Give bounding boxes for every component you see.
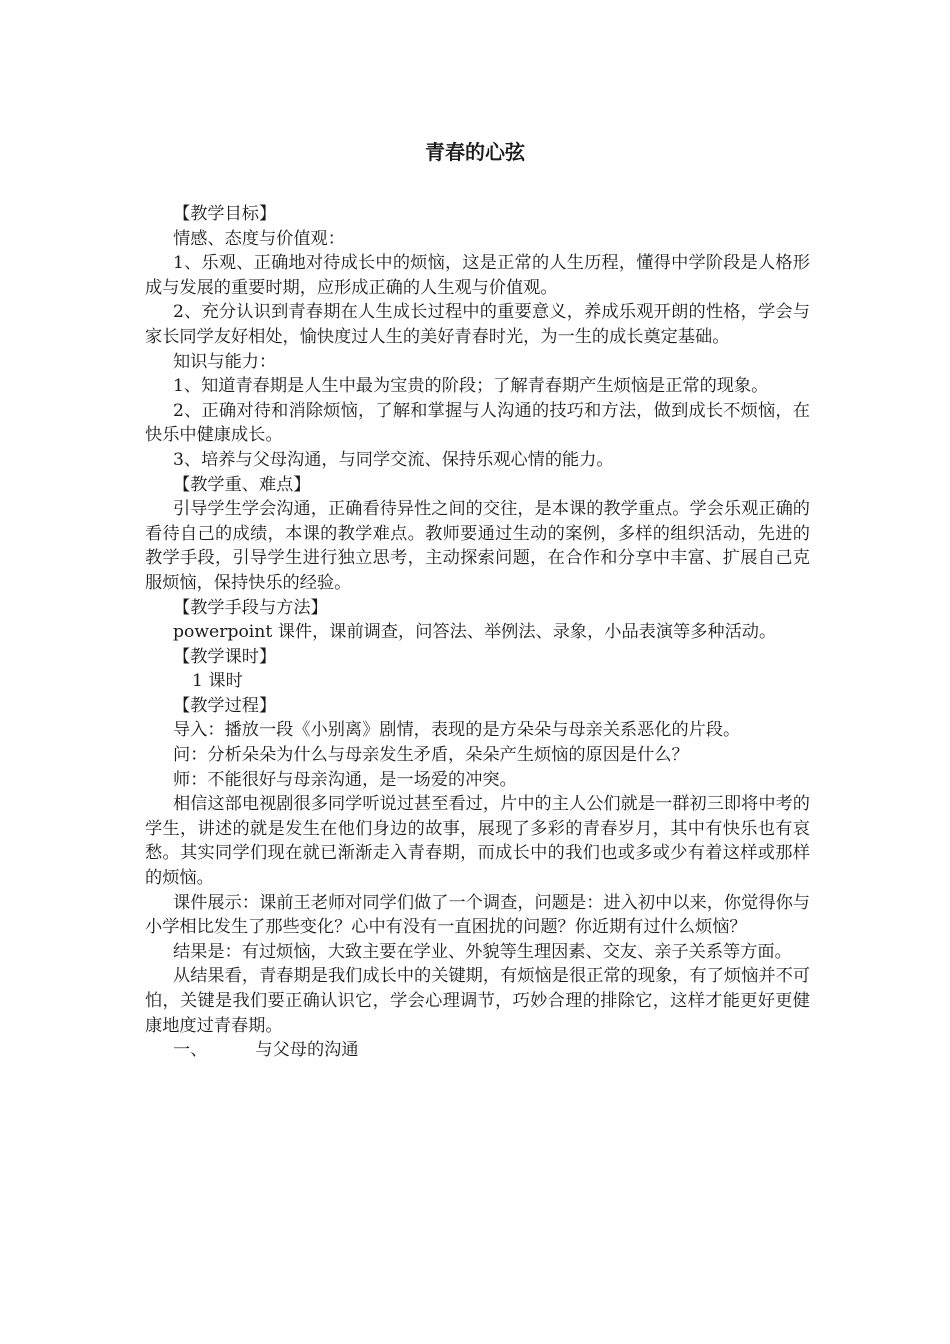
subheading-knowledge: 知识与能力： (173, 351, 277, 372)
page-title: 青春的心弦 (425, 140, 525, 164)
paragraph: 2、充分认识到青春期在人生成长过程中的重要意义，养成乐观开朗的性格，学会与家长同学友好相处，愉快度过人生的美好青春时光，为一生的成长奠定基础。 (145, 302, 810, 347)
document-body (145, 202, 810, 1063)
heading-key-points: 【教学重、难点】 (173, 474, 311, 495)
paragraph: powerpoint 课件，课前调查，问答法、举例法、录象，小品表演等多种活动。 (173, 622, 777, 643)
paragraph: 师：不能很好与母亲沟通，是一场爱的冲突。 (173, 769, 517, 790)
paragraph: 从结果看，青春期是我们成长中的关键期，有烦恼是很正常的现象，有了烦恼并不可怕，关键是我们要正确认识它，学会心理调节，巧妙合理的排除它，这样才能更好更健康地度过青春期。 (145, 966, 810, 1036)
section-title: 与父母的沟通 (255, 1040, 359, 1061)
paragraph: 相信这部电视剧很多同学听说过甚至看过，片中的主人公们就是一群初三即将中考的学生，讲述的就是发生在他们身边的故事，展现了多彩的青春岁月，其中有快乐也有哀愁。其实同学们现在就已渐渐走入青春期，而成长中的我们也或多或少有着这样或那样的烦恼。 (145, 794, 810, 889)
section-number: 一、 (173, 1040, 208, 1061)
paragraph: 结果是：有过烦恼，大致主要在学业、外貌等生理因素、交友、亲子关系等方面。 (173, 941, 792, 962)
paragraph: 2、正确对待和消除烦恼，了解和掌握与人沟通的技巧和方法，做到成长不烦恼，在快乐中健康成长。 (145, 400, 810, 446)
class-hours-value: 1 课时 (192, 671, 243, 692)
paragraph: 1、乐观、正确地对待成长中的烦恼，这是正常的人生历程，懂得中学阶段是人格形成与发展的重要时期，应形成正确的人生观与价值观。 (145, 253, 810, 298)
heading-methods: 【教学手段与方法】 (173, 597, 328, 618)
paragraph: 引导学生学会沟通，正确看待异性之间的交往，是本课的教学重点。学会乐观正确的看待自己的成绩，本课的教学难点。教师要通过生动的案例，多样的组织活动，先进的教学手段，引导学生进行独立思考，主动探索问题，在合作和分享中丰富、扩展自己克服烦恼，保持快乐的经验。 (145, 499, 810, 593)
subheading-attitude: 情感、态度与价值观： (173, 228, 345, 249)
paragraph: 课件展示：课前王老师对同学们做了一个调查，问题是：进入初中以来，你觉得你与小学相比发生了那些变化？心中有没有一直困扰的问题？你近期有过什么烦恼？ (145, 892, 810, 938)
paragraph: 问：分析朵朵为什么与母亲发生矛盾，朵朵产生烦恼的原因是什么？ (173, 745, 689, 766)
paragraph: 导入：播放一段《小别离》剧情，表现的是方朵朵与母亲关系恶化的片段。 (173, 720, 741, 741)
paragraph: 3、培养与父母沟通，与同学交流、保持乐观心情的能力。 (173, 449, 614, 470)
section-heading (145, 1038, 810, 1063)
heading-process: 【教学过程】 (173, 695, 277, 716)
heading-objectives: 【教学目标】 (173, 204, 277, 224)
heading-class-hours: 【教学课时】 (173, 646, 277, 667)
paragraph: 1、知道青春期是人生中最为宝贵的阶段；了解青春期产生烦恼是正常的现象。 (173, 376, 769, 397)
